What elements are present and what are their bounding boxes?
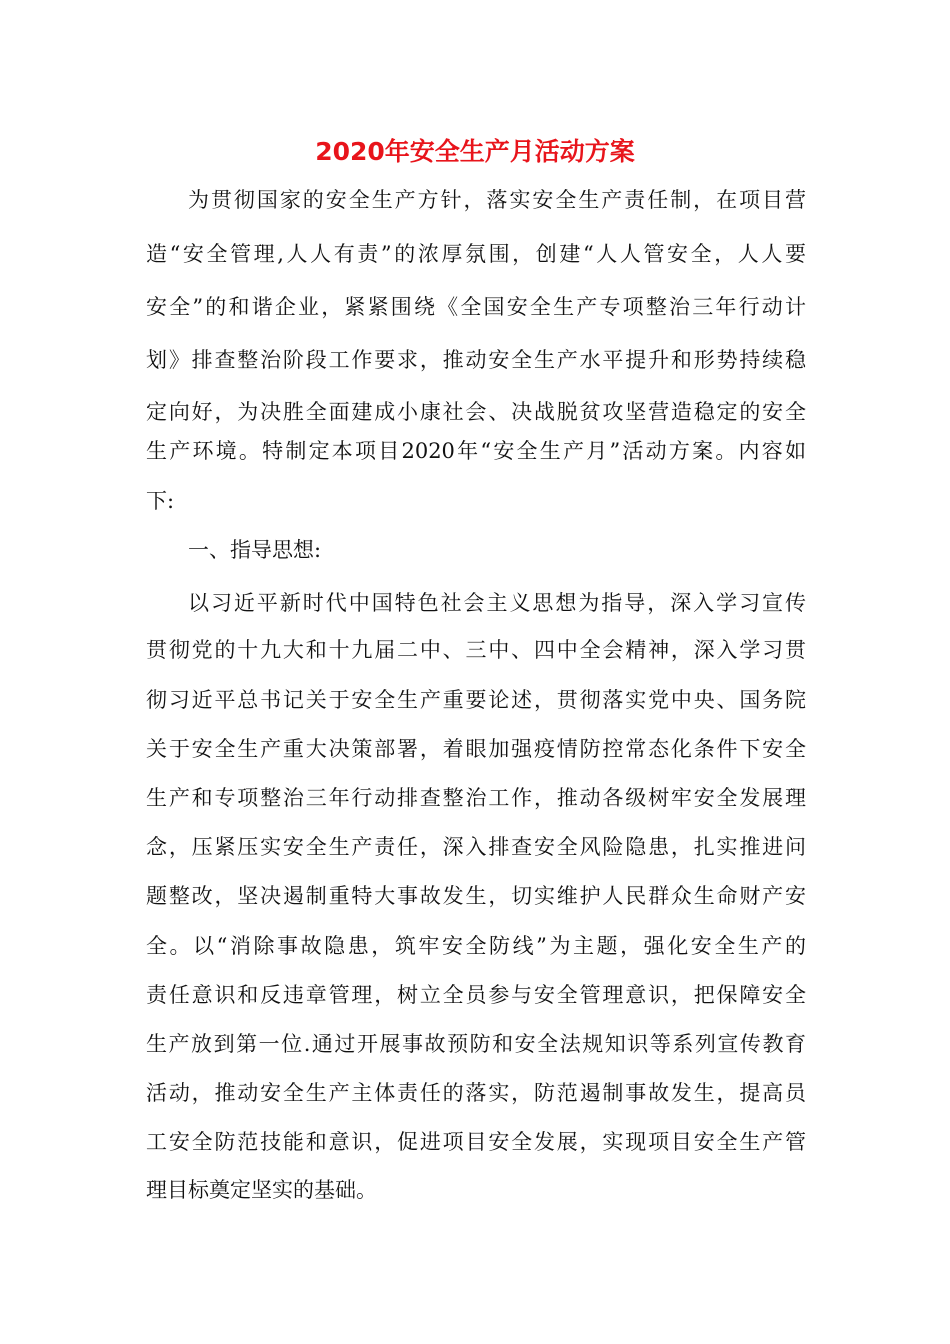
section-line: 以习近平新时代中国特色社会主义思想为指导，深入学习宣传	[188, 591, 806, 615]
section-line: 生产和专项整治三年行动排查整治工作，推动各级树牢安全发展理	[146, 786, 806, 810]
intro-line: 生产环境。特制定本项目2020年“安全生产月”活动方案。内容如	[146, 439, 806, 463]
section-line: 理目标奠定坚实的基础。	[146, 1178, 377, 1202]
intro-line: 安全”的和谐企业，紧紧围绕《全国安全生产专项整治三年行动计	[146, 295, 806, 319]
section-line: 责任意识和反违章管理，树立全员参与安全管理意识，把保障安全	[146, 983, 806, 1007]
intro-line: 下:	[146, 489, 175, 513]
intro-line: 造“安全管理,人人有责”的浓厚氛围，创建“人人管安全，人人要	[146, 242, 806, 266]
intro-line: 为贯彻国家的安全生产方针，落实安全生产责任制，在项目营	[188, 188, 806, 212]
intro-line: 划》排查整治阶段工作要求，推动安全生产水平提升和形势持续稳	[146, 348, 806, 372]
section-line: 全。以“消除事故隐患，筑牢安全防线”为主题，强化安全生产的	[146, 934, 806, 958]
section-line: 生产放到第一位.通过开展事故预防和安全法规知识等系列宣传教育	[146, 1032, 806, 1056]
section-line: 活动，推动安全生产主体责任的落实，防范遏制事故发生，提高员	[146, 1081, 806, 1105]
section-line: 念，压紧压实安全生产责任，深入排查安全风险隐患，扎实推进问	[146, 835, 806, 859]
document-title: 2020年安全生产月活动方案	[315, 137, 635, 166]
section-line: 题整改，坚决遏制重特大事故发生，切实维护人民群众生命财产安	[146, 884, 806, 908]
section-line: 彻习近平总书记关于安全生产重要论述，贯彻落实党中央、国务院	[146, 688, 806, 712]
intro-line: 定向好，为决胜全面建成小康社会、决战脱贫攻坚营造稳定的安全	[146, 400, 806, 424]
section-line: 工安全防范技能和意识，促进项目安全发展，实现项目安全生产管	[146, 1130, 806, 1154]
section-line: 关于安全生产重大决策部署，着眼加强疫情防控常态化条件下安全	[146, 737, 806, 761]
section-heading: 一、指导思想:	[188, 538, 322, 562]
section-line: 贯彻党的十九大和十九届二中、三中、四中全会精神，深入学习贯	[146, 638, 806, 662]
